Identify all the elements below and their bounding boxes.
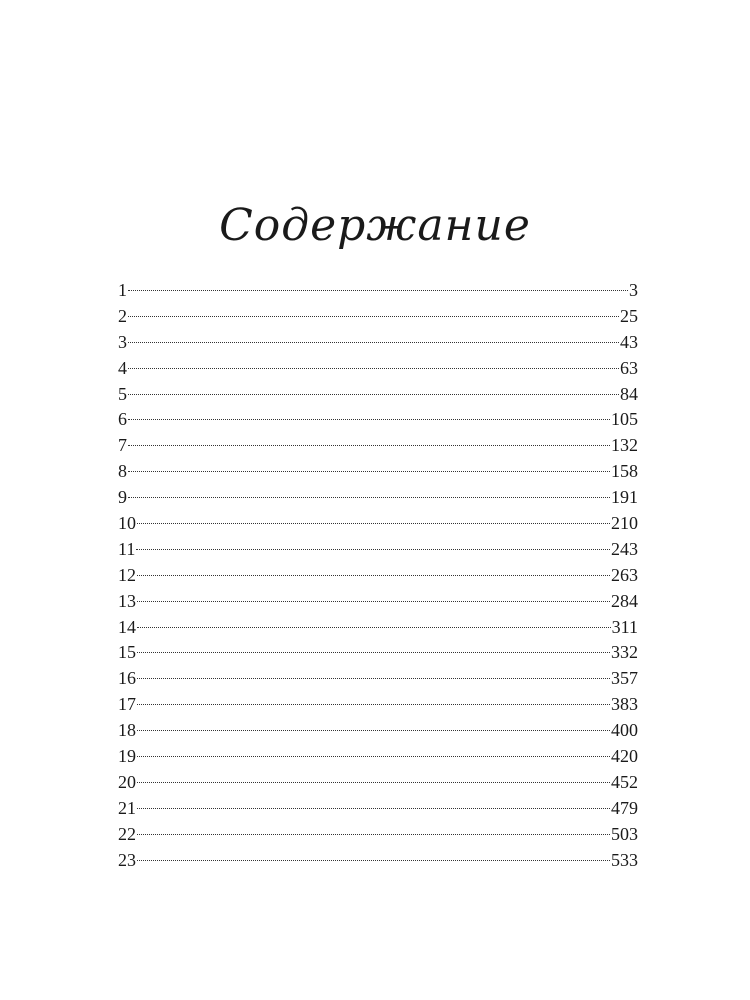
toc-page-number: 84 bbox=[620, 383, 638, 404]
toc-page-number: 452 bbox=[611, 771, 638, 792]
toc-dot-leader bbox=[137, 834, 610, 835]
toc-chapter-number: 16 bbox=[118, 668, 136, 689]
toc-page-number: 420 bbox=[611, 746, 638, 767]
toc-chapter-number: 3 bbox=[118, 331, 127, 352]
toc-dot-leader bbox=[128, 419, 610, 420]
toc-chapter-number: 22 bbox=[118, 823, 136, 844]
toc-dot-leader bbox=[137, 756, 610, 757]
toc-entry bbox=[118, 615, 638, 641]
toc-page-number: 400 bbox=[611, 720, 638, 741]
toc-entry bbox=[118, 744, 638, 770]
toc-dot-leader bbox=[137, 652, 610, 653]
toc-page-number: 533 bbox=[611, 849, 638, 870]
toc-entry bbox=[118, 278, 638, 304]
toc-chapter-number: 23 bbox=[118, 849, 136, 870]
toc-dot-leader bbox=[137, 808, 610, 809]
toc-chapter-number: 5 bbox=[118, 383, 127, 404]
toc-page-number: 243 bbox=[611, 538, 638, 559]
toc-entry bbox=[118, 330, 638, 356]
toc-dot-leader bbox=[137, 730, 610, 731]
toc-entry bbox=[118, 459, 638, 485]
toc-page-number: 357 bbox=[611, 668, 638, 689]
toc-page-number: 311 bbox=[611, 616, 638, 637]
toc-dot-leader bbox=[137, 704, 610, 705]
toc-entry bbox=[118, 433, 638, 459]
toc-dot-leader bbox=[128, 316, 619, 317]
toc-chapter-number: 7 bbox=[118, 435, 127, 456]
toc-entry bbox=[118, 485, 638, 511]
toc-dot-leader bbox=[128, 342, 619, 343]
toc-chapter-number: 13 bbox=[118, 590, 136, 611]
toc-chapter-number: 18 bbox=[118, 720, 136, 741]
toc-entry bbox=[118, 718, 638, 744]
toc-dot-leader bbox=[137, 601, 610, 602]
toc-dot-leader bbox=[128, 497, 610, 498]
toc-page-number: 105 bbox=[611, 409, 638, 430]
toc-dot-leader bbox=[137, 627, 611, 628]
toc-dot-leader bbox=[137, 523, 610, 524]
toc-entry bbox=[118, 848, 638, 874]
toc-entry bbox=[118, 666, 638, 692]
toc-entry bbox=[118, 304, 638, 330]
toc-page-number: 132 bbox=[611, 435, 638, 456]
toc-dot-leader bbox=[128, 368, 619, 369]
toc-entry bbox=[118, 770, 638, 796]
toc-page-number: 332 bbox=[611, 642, 638, 663]
toc-dot-leader bbox=[137, 782, 610, 783]
toc-entry bbox=[118, 589, 638, 615]
toc-entry bbox=[118, 382, 638, 408]
toc-page-number: 284 bbox=[611, 590, 638, 611]
toc-page-number: 383 bbox=[611, 694, 638, 715]
toc-entry bbox=[118, 511, 638, 537]
toc-dot-leader bbox=[128, 290, 628, 291]
toc-chapter-number: 15 bbox=[118, 642, 136, 663]
toc-chapter-number: 19 bbox=[118, 746, 136, 767]
toc-entry bbox=[118, 407, 638, 433]
table-of-contents bbox=[118, 278, 638, 873]
toc-entry bbox=[118, 822, 638, 848]
toc-entry bbox=[118, 640, 638, 666]
toc-chapter-number: 20 bbox=[118, 771, 136, 792]
toc-page-number: 43 bbox=[620, 331, 638, 352]
toc-dot-leader bbox=[137, 678, 610, 679]
toc-page-number: 63 bbox=[620, 357, 638, 378]
page-title: Содержание bbox=[219, 200, 531, 251]
toc-chapter-number: 2 bbox=[118, 305, 127, 326]
toc-dot-leader bbox=[137, 575, 610, 576]
toc-chapter-number: 1 bbox=[118, 280, 127, 300]
toc-entry bbox=[118, 563, 638, 589]
toc-chapter-number: 4 bbox=[118, 357, 127, 378]
toc-page-number: 210 bbox=[611, 513, 638, 534]
toc-chapter-number: 8 bbox=[118, 461, 127, 482]
toc-chapter-number: 17 bbox=[118, 694, 136, 715]
toc-chapter-number: 6 bbox=[118, 409, 127, 430]
toc-dot-leader bbox=[128, 471, 610, 472]
toc-page-number: 3 bbox=[629, 280, 638, 300]
toc-chapter-number: 9 bbox=[118, 487, 127, 508]
toc-page-number: 263 bbox=[611, 564, 638, 585]
toc-dot-leader bbox=[137, 860, 610, 861]
toc-chapter-number: 21 bbox=[118, 797, 136, 818]
toc-entry bbox=[118, 796, 638, 822]
toc-page-number: 158 bbox=[611, 461, 638, 482]
toc-page-number: 25 bbox=[620, 305, 638, 326]
toc-chapter-number: 11 bbox=[118, 538, 136, 559]
toc-chapter-number: 10 bbox=[118, 513, 136, 534]
toc-page-number: 191 bbox=[611, 487, 638, 508]
toc-page-number: 479 bbox=[611, 797, 638, 818]
toc-dot-leader bbox=[128, 445, 610, 446]
toc-chapter-number: 12 bbox=[118, 564, 136, 585]
toc-entry bbox=[118, 356, 638, 382]
toc-entry bbox=[118, 692, 638, 718]
toc-entry bbox=[118, 537, 638, 563]
toc-dot-leader bbox=[128, 394, 619, 395]
toc-chapter-number: 14 bbox=[118, 616, 136, 637]
toc-dot-leader bbox=[136, 549, 610, 550]
toc-page-number: 503 bbox=[611, 823, 638, 844]
